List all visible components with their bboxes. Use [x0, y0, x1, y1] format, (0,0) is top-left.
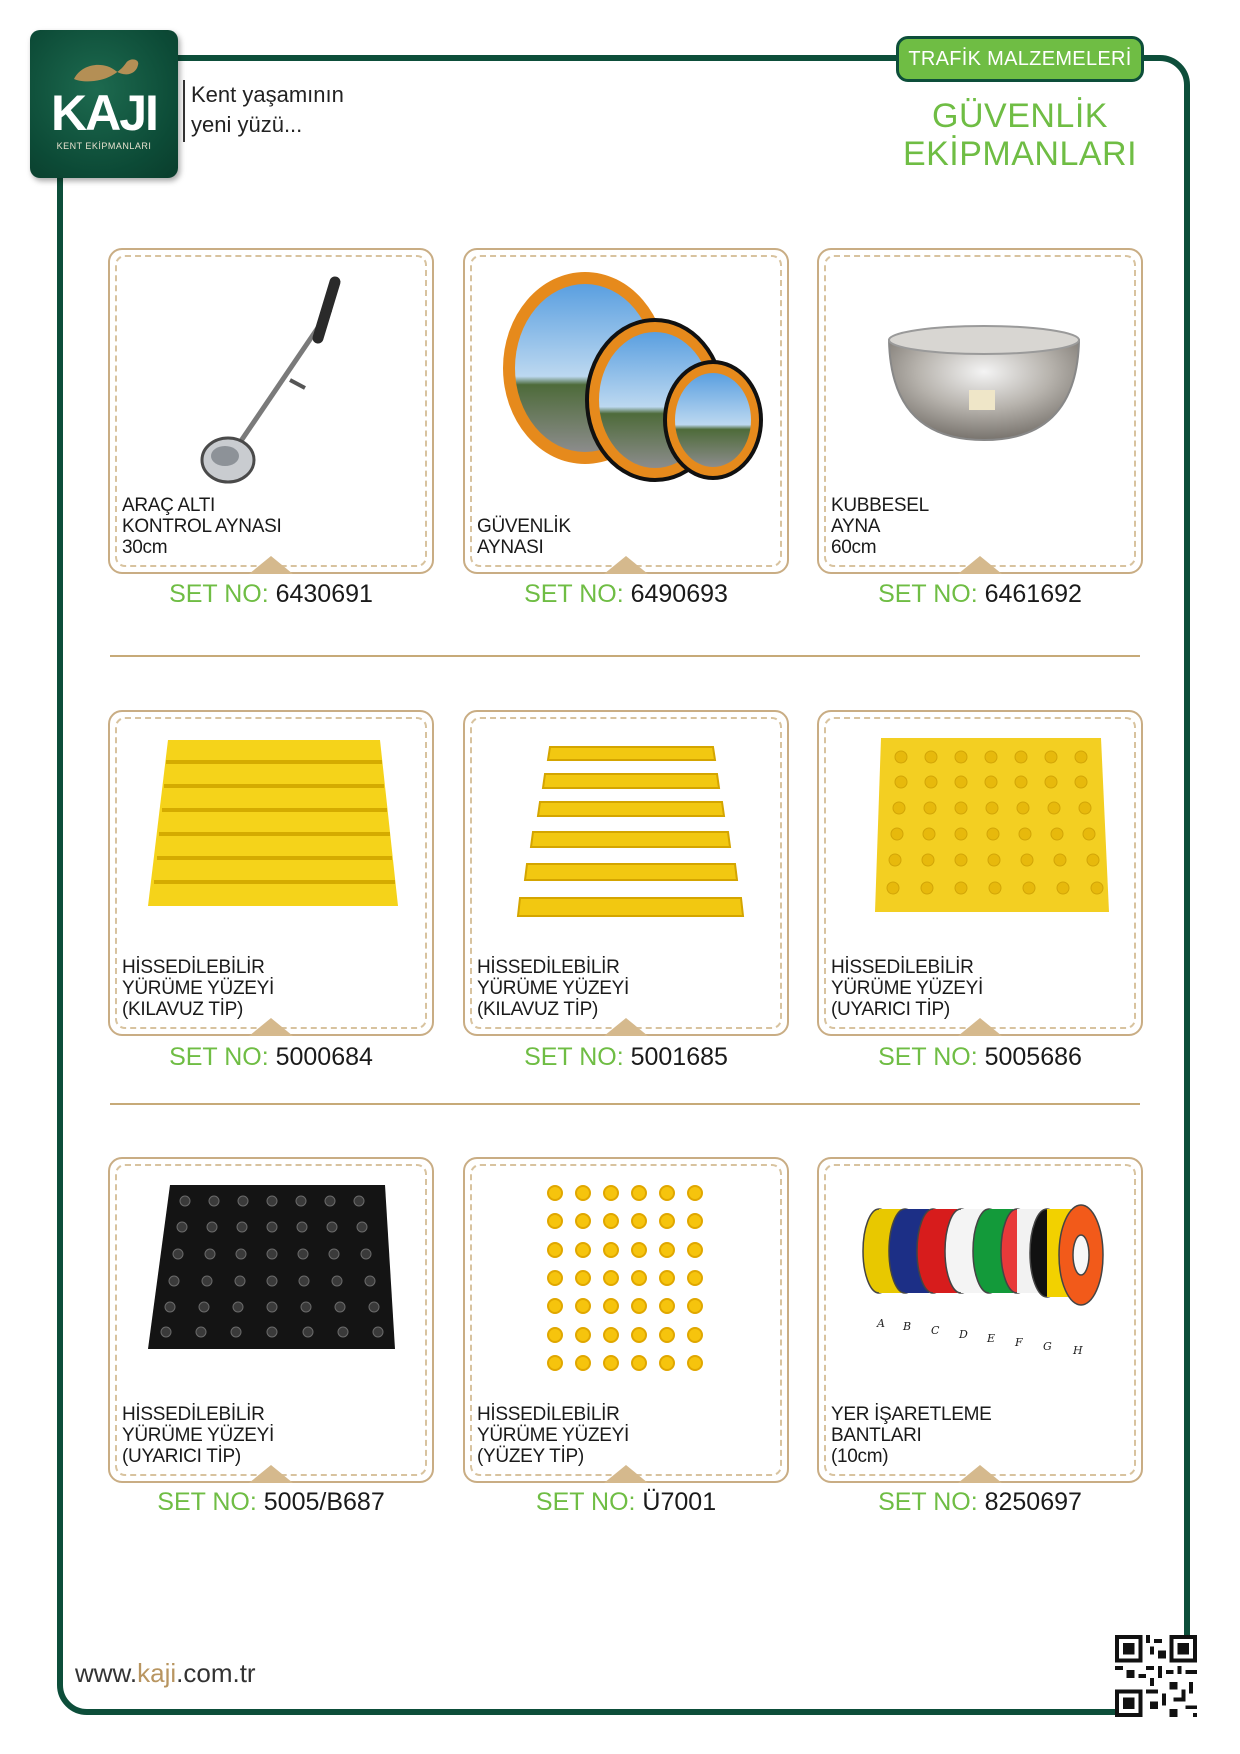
card-notch: [604, 1465, 648, 1483]
set-number: SET NO: 6461692: [878, 580, 1082, 608]
product-card[interactable]: [817, 710, 1143, 1036]
tactile-warning-tile-icon: [839, 732, 1125, 957]
tactile-studs-icon: [485, 1179, 771, 1404]
dome-mirror-icon: [839, 270, 1125, 495]
set-number: SET NO: Ü7001: [535, 1488, 717, 1516]
category-badge: TRAFİK MALZEMELERİ: [896, 36, 1144, 82]
logo-swirl-icon: [64, 57, 144, 87]
set-number: SET NO: 6430691: [169, 580, 373, 608]
product-label: GÜVENLİK AYNASI: [477, 516, 571, 558]
product-label: HİSSEDİLEBİLİR YÜRÜME YÜZEYİ (UYARICI TİP): [122, 1404, 274, 1467]
tape-letter: E: [987, 1332, 996, 1345]
slogan: [183, 80, 344, 142]
product-card[interactable]: [817, 248, 1143, 574]
tactile-warning-black-tile-icon: [130, 1179, 416, 1404]
kaji-logo: [30, 30, 178, 178]
row-divider: [110, 655, 1140, 657]
page-title-line-1: GÜVENLİK: [932, 97, 1108, 135]
logo-subtitle: KENT EKİPMANLARI: [56, 141, 152, 151]
tape-letter: D: [959, 1328, 968, 1341]
tape-letter: B: [903, 1320, 912, 1333]
qr-code-icon[interactable]: [1115, 1635, 1197, 1717]
product-card[interactable]: [817, 1157, 1143, 1483]
page-title: [900, 97, 1140, 173]
product-card[interactable]: [108, 1157, 434, 1483]
product-card[interactable]: [108, 248, 434, 574]
tactile-guide-tile-icon: [130, 732, 416, 957]
product-card[interactable]: [463, 248, 789, 574]
tape-letter: H: [1073, 1344, 1083, 1357]
tape-letter: A: [877, 1317, 885, 1330]
convex-mirrors-icon: [485, 270, 771, 495]
product-label: ARAÇ ALTI KONTROL AYNASI 30cm: [122, 495, 282, 558]
card-notch: [958, 1018, 1002, 1036]
card-notch: [604, 556, 648, 574]
slogan-line-1: Kent yaşamının: [191, 82, 344, 107]
row-divider: [110, 1103, 1140, 1105]
slogan-line-2: yeni yüzü...: [191, 112, 303, 137]
card-notch: [249, 1018, 293, 1036]
card-notch: [958, 556, 1002, 574]
product-label: HİSSEDİLEBİLİR YÜRÜME YÜZEYİ (KILAVUZ TİP): [122, 957, 274, 1020]
product-label: YER İŞARETLEME BANTLARI (10cm): [831, 1404, 992, 1467]
set-number: SET NO: 5005/B687: [157, 1488, 385, 1516]
product-label: HİSSEDİLEBİLİR YÜRÜME YÜZEYİ (YÜZEY TİP): [477, 1404, 629, 1467]
floor-marking-tapes-icon: [839, 1179, 1125, 1404]
card-notch: [249, 556, 293, 574]
website-link[interactable]: www.kaji.com.tr: [75, 1658, 256, 1688]
set-number: SET NO: 5000684: [169, 1043, 373, 1071]
tape-letter: C: [931, 1324, 940, 1337]
set-number: SET NO: 5005686: [878, 1043, 1082, 1071]
card-notch: [958, 1465, 1002, 1483]
product-label: HİSSEDİLEBİLİR YÜRÜME YÜZEYİ (UYARICI TİP): [831, 957, 983, 1020]
product-card[interactable]: [463, 710, 789, 1036]
product-card[interactable]: [463, 1157, 789, 1483]
inspection-mirror-icon: [130, 270, 416, 495]
set-number: SET NO: 8250697: [878, 1488, 1082, 1516]
logo-text: KAJI: [51, 85, 157, 141]
tape-letter: F: [1015, 1336, 1023, 1349]
tape-letter: G: [1043, 1340, 1052, 1353]
product-card[interactable]: [108, 710, 434, 1036]
set-number: SET NO: 5001685: [524, 1043, 728, 1071]
card-notch: [604, 1018, 648, 1036]
product-label: KUBBESEL AYNA 60cm: [831, 495, 929, 558]
page-title-line-2: EKİPMANLARI: [902, 135, 1138, 173]
product-label: HİSSEDİLEBİLİR YÜRÜME YÜZEYİ (KILAVUZ TİP): [477, 957, 629, 1020]
tactile-guide-strips-icon: [485, 732, 771, 957]
set-number: SET NO: 6490693: [524, 580, 728, 608]
card-notch: [249, 1465, 293, 1483]
